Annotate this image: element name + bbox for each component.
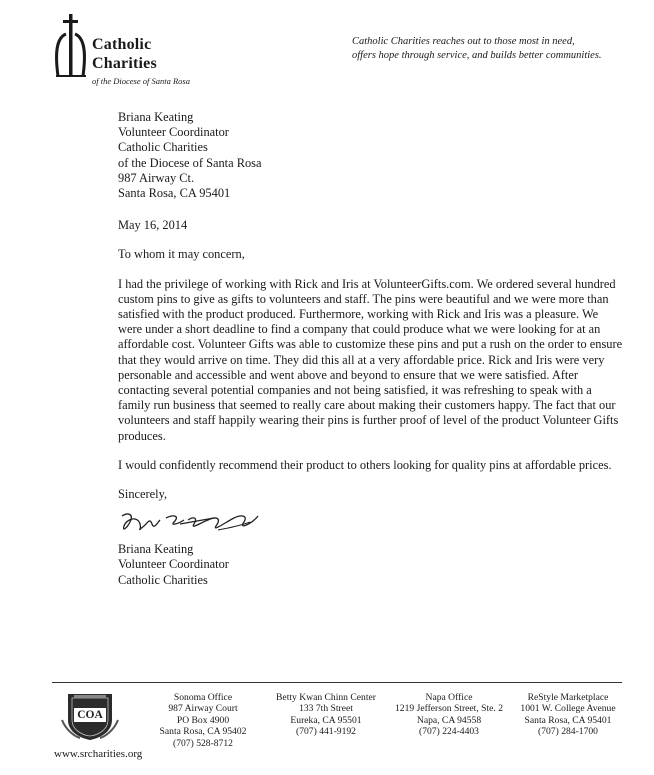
letter-date: May 16, 2014	[118, 218, 188, 233]
tagline-line2: offers hope through service, and builds better communities.	[352, 50, 602, 61]
office-restyle	[508, 692, 628, 738]
office-line: (707) 284-1700	[538, 726, 598, 738]
signature-block	[118, 542, 623, 588]
office-line: Sonoma Office	[173, 692, 233, 703]
salutation: To whom it may concern,	[118, 247, 245, 262]
signature	[118, 502, 623, 542]
address-line: Santa Rosa, CA 95401	[118, 186, 231, 201]
signer-line: Briana Keating	[118, 542, 194, 557]
office-line: (707) 224-4403	[419, 726, 479, 738]
website-link[interactable]: www.srcharities.org	[54, 748, 143, 760]
address-line: Briana Keating	[118, 110, 194, 124]
office-line: 987 Airway Court	[168, 703, 238, 715]
org-subtitle: of the Diocese of Santa Rosa	[92, 76, 190, 86]
address-line: Volunteer Coordinator	[118, 125, 229, 140]
tagline	[352, 35, 622, 63]
organization-logo	[52, 14, 192, 84]
address-line: Catholic Charities	[118, 140, 208, 155]
address-line: 987 Airway Ct.	[118, 170, 195, 185]
body-paragraph: I would confidently recommend their product to others looking for quality pins at affordable prices.	[118, 457, 612, 472]
signer-line: Catholic Charities	[118, 572, 208, 587]
handwritten-signature-icon	[118, 508, 268, 538]
address-line: of the Diocese of Santa Rosa	[118, 155, 262, 170]
org-name-line1: Catholic	[92, 36, 152, 53]
office-line: 1001 W. College Avenue	[520, 703, 616, 715]
closing: Sincerely,	[118, 487, 168, 502]
recipient-address	[118, 110, 623, 201]
office-line: Napa Office	[425, 692, 473, 703]
office-line: 133 7th Street	[299, 703, 353, 715]
body-paragraph: I had the privilege of working with Rick and Iris at VolunteerGifts.com. We ordered several hundred custom pins to give as gifts to volunteers and staff. The pins were beautiful and we were more than satisfied with the product produced. Furthermore, working with Rick and Iris was a pleasure. We were under a short deadline to find a company that could produce what we were looking for at an affordable cost. Volunteer Gifts was able to customize these pins and put a rush on the order to ensure that they would arrive on time. They did this all at a very affordable price. Rick and Iris were very personable and accessible and went above and beyond to ensure that we were satisfied. After contacting several potential companies and not being satisfied, it was refreshing to speak with a family run business that seemed to really care about making their customers happy. The fact that our volunteers and staff happily wearing their pins is further proof of level of the product Volunteer Gifts produces.	[118, 276, 623, 443]
office-line: (707) 441-9192	[296, 726, 356, 738]
office-sonoma	[150, 692, 256, 749]
office-line: 1219 Jefferson Street, Ste. 2	[395, 703, 503, 715]
letter-body	[118, 110, 623, 588]
seal-text: COA	[77, 709, 103, 721]
tagline-line1: Catholic Charities reaches out to those most in need,	[352, 36, 575, 47]
cross-icon	[52, 14, 90, 80]
org-name-line2: Charities	[92, 55, 157, 72]
office-napa	[384, 692, 514, 738]
office-line: Napa, CA 94558	[416, 714, 482, 726]
signer-line: Volunteer Coordinator	[118, 557, 229, 572]
office-line: Eureka, CA 95501	[290, 714, 362, 726]
office-line: PO Box 4900	[176, 714, 230, 726]
office-line: (707) 528-8712	[173, 737, 233, 749]
office-line: ReStyle Marketplace	[527, 692, 609, 703]
accreditation-seal	[58, 690, 122, 742]
office-line: Santa Rosa, CA 95401	[524, 714, 612, 726]
office-line: Betty Kwan Chinn Center	[276, 692, 376, 703]
footer-divider	[52, 682, 622, 683]
office-eureka	[266, 692, 386, 738]
office-line: Santa Rosa, CA 95402	[159, 726, 247, 738]
